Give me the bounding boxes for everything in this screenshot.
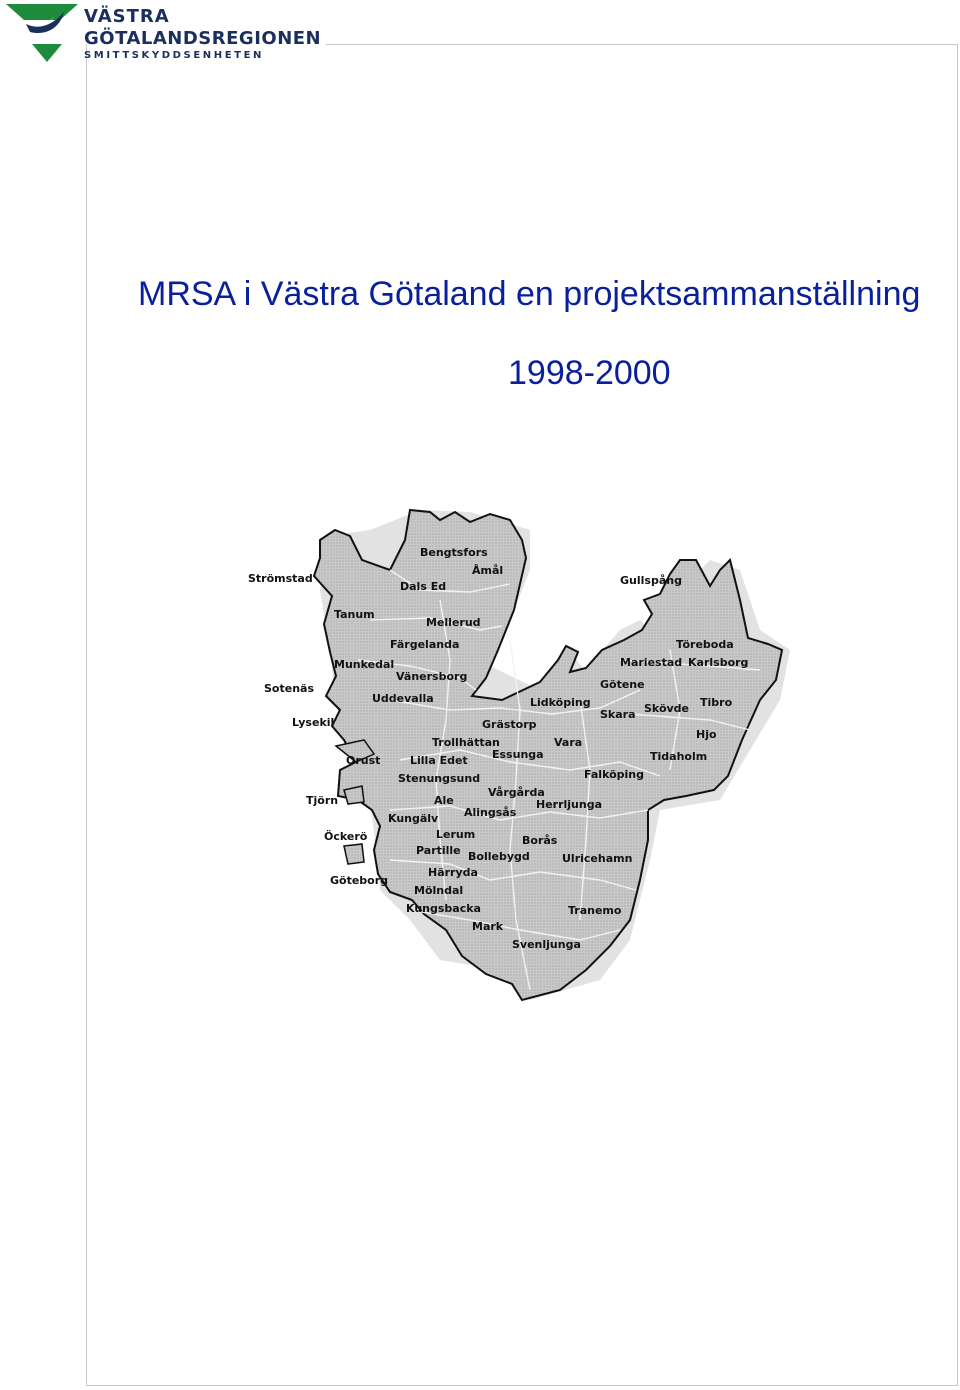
- map-label: Mellerud: [426, 616, 481, 629]
- map-label: Töreboda: [676, 638, 734, 651]
- map-label: Mariestad: [620, 656, 683, 669]
- map-label: Sotenäs: [264, 682, 314, 695]
- map-label: Partille: [416, 844, 461, 857]
- map-label: Mark: [472, 920, 504, 933]
- map-label: Kungsbacka: [406, 902, 481, 915]
- map-label: Alingsås: [464, 806, 517, 819]
- map-label: Tranemo: [568, 904, 622, 917]
- map-label: Karlsborg: [688, 656, 749, 669]
- map-label: Lilla Edet: [410, 754, 468, 767]
- header-rule: [326, 44, 958, 45]
- logo-line-3: SMITTSKYDDSENHETEN: [84, 50, 264, 61]
- map-label: Strömstad: [248, 572, 313, 585]
- map-label: Borås: [522, 834, 558, 847]
- map-label: Dals Ed: [400, 580, 447, 593]
- logo-line-2: GÖTALANDSREGIONEN: [84, 28, 322, 49]
- map-label: Vårgårda: [488, 786, 545, 799]
- map-label: Stenungsund: [398, 772, 481, 785]
- document-years: 1998-2000: [508, 354, 671, 392]
- map-label: Vara: [554, 736, 583, 749]
- map-label: Öckerö: [324, 830, 368, 843]
- map-label: Gullspång: [620, 574, 682, 587]
- map-label: Hjo: [696, 728, 717, 741]
- map-label: Skövde: [644, 702, 690, 715]
- logo-line-1: VÄSTRA: [84, 6, 170, 27]
- map-label: Uddevalla: [372, 692, 434, 705]
- map-label: Åmål: [472, 564, 504, 577]
- map-label: Tibro: [700, 696, 733, 709]
- map-label: Lerum: [436, 828, 476, 841]
- map-label: Falköping: [584, 768, 644, 781]
- map-label: Tjörn: [306, 794, 339, 807]
- map-label: Bollebygd: [468, 850, 530, 863]
- map-label: Ale: [434, 794, 454, 807]
- map-label: Vänersborg: [396, 670, 468, 683]
- map-label: Grästorp: [482, 718, 537, 731]
- document-title: MRSA i Västra Götaland en projektsammanställning: [138, 275, 921, 313]
- region-map-outline: [314, 510, 782, 1000]
- map-label: Härryda: [428, 866, 478, 879]
- map-label: Färgelanda: [390, 638, 460, 651]
- map-label: Skara: [600, 708, 636, 721]
- map-label: Tanum: [334, 608, 375, 621]
- map-label: Lidköping: [530, 696, 591, 709]
- map-label: Götene: [600, 678, 645, 691]
- region-logo-mark-icon: [4, 2, 80, 64]
- map-label: Lysekil: [292, 716, 335, 729]
- map-label: Munkedal: [334, 658, 395, 671]
- map-label: Bengtsfors: [420, 546, 488, 559]
- map-label: Herrljunga: [536, 798, 603, 811]
- map-label: Kungälv: [388, 812, 439, 825]
- map-label: Svenljunga: [512, 938, 581, 951]
- map-label: Trollhättan: [432, 736, 500, 749]
- map-label: Essunga: [492, 748, 544, 761]
- map-label: Orust: [346, 754, 381, 767]
- map-label: Mölndal: [414, 884, 464, 897]
- map-label: Ulricehamn: [562, 852, 633, 865]
- map-label: Tidaholm: [650, 750, 708, 763]
- region-logo: [4, 2, 324, 64]
- map-label: Göteborg: [330, 874, 389, 887]
- region-map: [240, 500, 800, 1010]
